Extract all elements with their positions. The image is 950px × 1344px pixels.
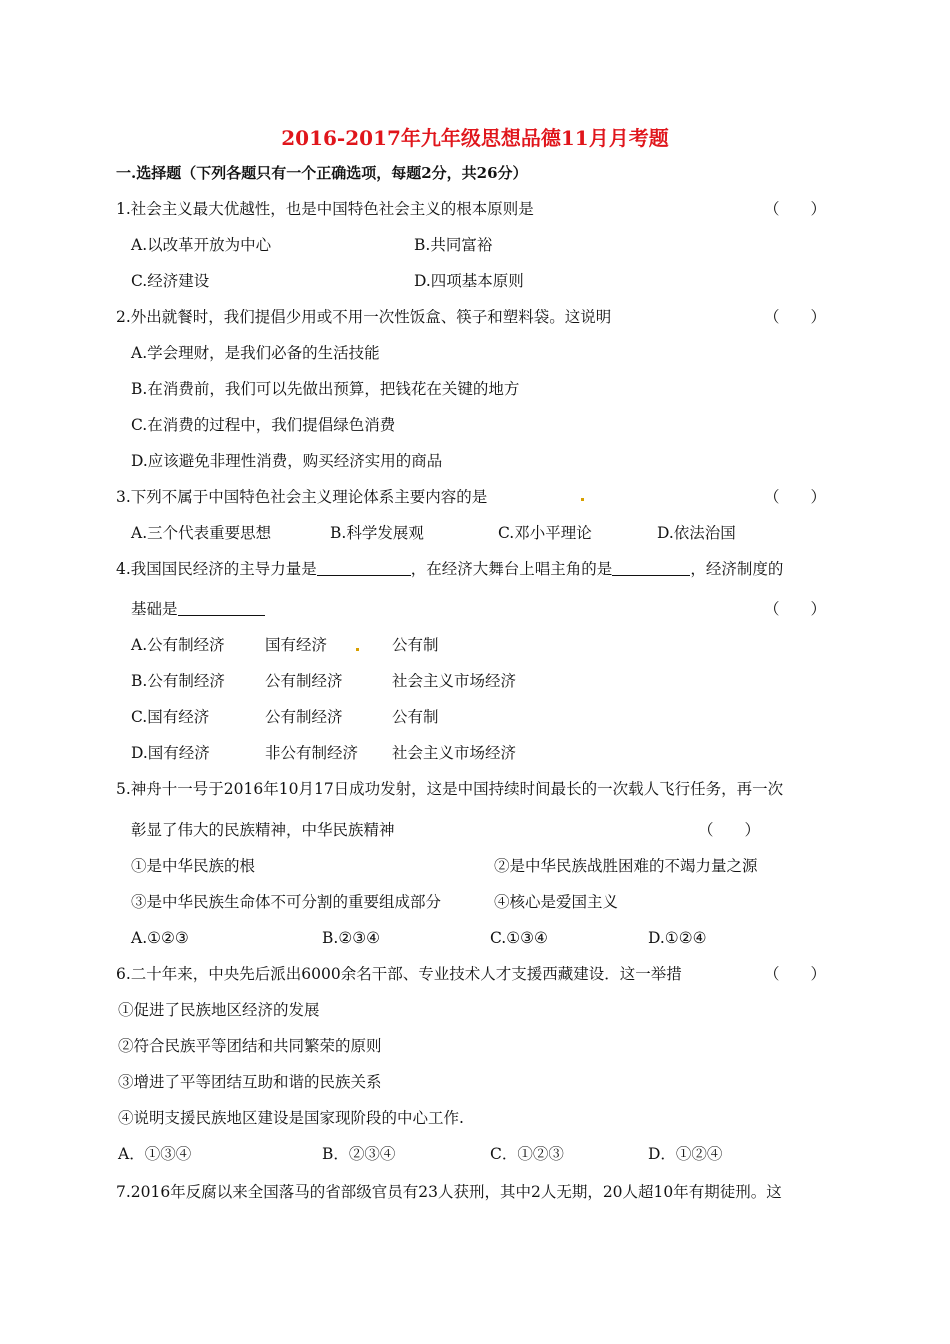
question-5-stem-line2: 彰显了伟大的民族精神，中华民族精神 <box>131 821 395 839</box>
fill-blank <box>317 559 411 576</box>
q6-option-c: C．①②③ <box>490 1145 564 1163</box>
q1-option-a: A.以改革开放为中心 <box>131 236 272 254</box>
q4-option-b-col1: B.公有制经济 <box>131 672 225 690</box>
q4-option-d-col2: 非公有制经济 <box>265 744 359 762</box>
question-6-stem: 6.二十年来，中央先后派出6000余名干部、专业技术人才支援西藏建设．这一举措 <box>116 965 682 983</box>
answer-paren: （ ） <box>698 821 761 839</box>
stray-dot <box>581 498 584 501</box>
q4-option-c-col2: 公有制经济 <box>265 708 343 726</box>
q4-option-c-col1: C.国有经济 <box>131 708 210 726</box>
q4-option-d-col3: 社会主义市场经济 <box>392 744 517 762</box>
q2-option-a: A.学会理财，是我们必备的生活技能 <box>131 344 380 362</box>
q6-option-d: D．①②④ <box>648 1145 723 1163</box>
section-heading: 一.选择题（下列各题只有一个正确选项，每题2分，共26分） <box>116 164 528 182</box>
question-7-stem: 7.2016年反腐以来全国落马的省部级官员有23人获刑，其中2人无期，20人超10年有期徒刑。这 <box>116 1183 782 1201</box>
q5-option-d: D.①②④ <box>648 929 707 947</box>
fill-blank <box>612 559 690 576</box>
answer-paren: （ ） <box>764 200 827 218</box>
q5-option-c: C.①③④ <box>490 929 548 947</box>
q6-statement-4: ④说明支援民族地区建设是国家现阶段的中心工作. <box>118 1109 464 1127</box>
q5-statement-2: ②是中华民族战胜困难的不竭力量之源 <box>494 857 758 875</box>
q4-option-c-col3: 公有制 <box>392 708 439 726</box>
q4-option-d-col1: D.国有经济 <box>131 744 210 762</box>
q6-option-a: A．①③④ <box>118 1145 192 1163</box>
q1-option-c: C.经济建设 <box>131 272 210 290</box>
question-1-stem: 1.社会主义最大优越性，也是中国特色社会主义的根本原则是 <box>116 200 534 218</box>
stray-dot <box>356 648 359 651</box>
q4-option-b-col3: 社会主义市场经济 <box>392 672 517 690</box>
q1-option-d: D.四项基本原则 <box>414 272 524 290</box>
answer-paren: （ ） <box>764 600 827 618</box>
q6-statement-3: ③增进了平等团结互助和谐的民族关系 <box>118 1073 382 1091</box>
q4-option-a-col2: 国有经济 <box>265 636 328 654</box>
q4-stem-part1: 4.我国国民经济的主导力量是 <box>116 560 317 578</box>
q3-option-b: B.科学发展观 <box>330 524 424 542</box>
page-title: 2016-2017年九年级思想品德11月月考题 <box>281 126 669 150</box>
q3-option-c: C.邓小平理论 <box>498 524 592 542</box>
question-3-stem: 3.下列不属于中国特色社会主义理论体系主要内容的是 <box>116 488 488 506</box>
q4-option-b-col2: 公有制经济 <box>265 672 343 690</box>
q4-stem-part2: ，在经济大舞台上唱主角的是 <box>410 560 613 578</box>
question-2-stem: 2.外出就餐时，我们提倡少用或不用一次性饭盒、筷子和塑料袋。这说明 <box>116 308 612 326</box>
answer-paren: （ ） <box>764 488 827 506</box>
q5-statement-3: ③是中华民族生命体不可分割的重要组成部分 <box>131 893 442 911</box>
answer-paren: （ ） <box>764 308 827 326</box>
question-5-stem: 5.神舟十一号于2016年10月17日成功发射，这是中国持续时间最长的一次载人飞行任务，再一次 <box>116 780 784 798</box>
question-4-stem <box>116 558 783 580</box>
q6-statement-2: ②符合民族平等团结和共同繁荣的原则 <box>118 1037 382 1055</box>
q4-option-a-col3: 公有制 <box>392 636 439 654</box>
q2-option-c: C.在消费的过程中，我们提倡绿色消费 <box>131 416 396 434</box>
q6-statement-1: ①促进了民族地区经济的发展 <box>118 1001 320 1019</box>
q5-statement-4: ④核心是爱国主义 <box>494 893 619 911</box>
q2-option-d: D.应该避免非理性消费，购买经济实用的商品 <box>131 452 443 470</box>
q4-stem-part3: ，经济制度的 <box>690 560 784 578</box>
q4-stem-part4: 基础是 <box>131 600 178 618</box>
fill-blank <box>178 599 265 616</box>
q5-statement-1: ①是中华民族的根 <box>131 857 256 875</box>
question-4-stem-line2 <box>131 598 265 620</box>
q6-option-b: B．②③④ <box>322 1145 396 1163</box>
q3-option-a: A.三个代表重要思想 <box>131 524 272 542</box>
answer-paren: （ ） <box>764 965 827 983</box>
q4-option-a-col1: A.公有制经济 <box>131 636 225 654</box>
q1-option-b: B.共同富裕 <box>414 236 493 254</box>
q3-option-d: D.依法治国 <box>657 524 736 542</box>
q2-option-b: B.在消费前，我们可以先做出预算，把钱花在关键的地方 <box>131 380 520 398</box>
q5-option-a: A.①②③ <box>131 929 189 947</box>
q5-option-b: B.②③④ <box>322 929 381 947</box>
